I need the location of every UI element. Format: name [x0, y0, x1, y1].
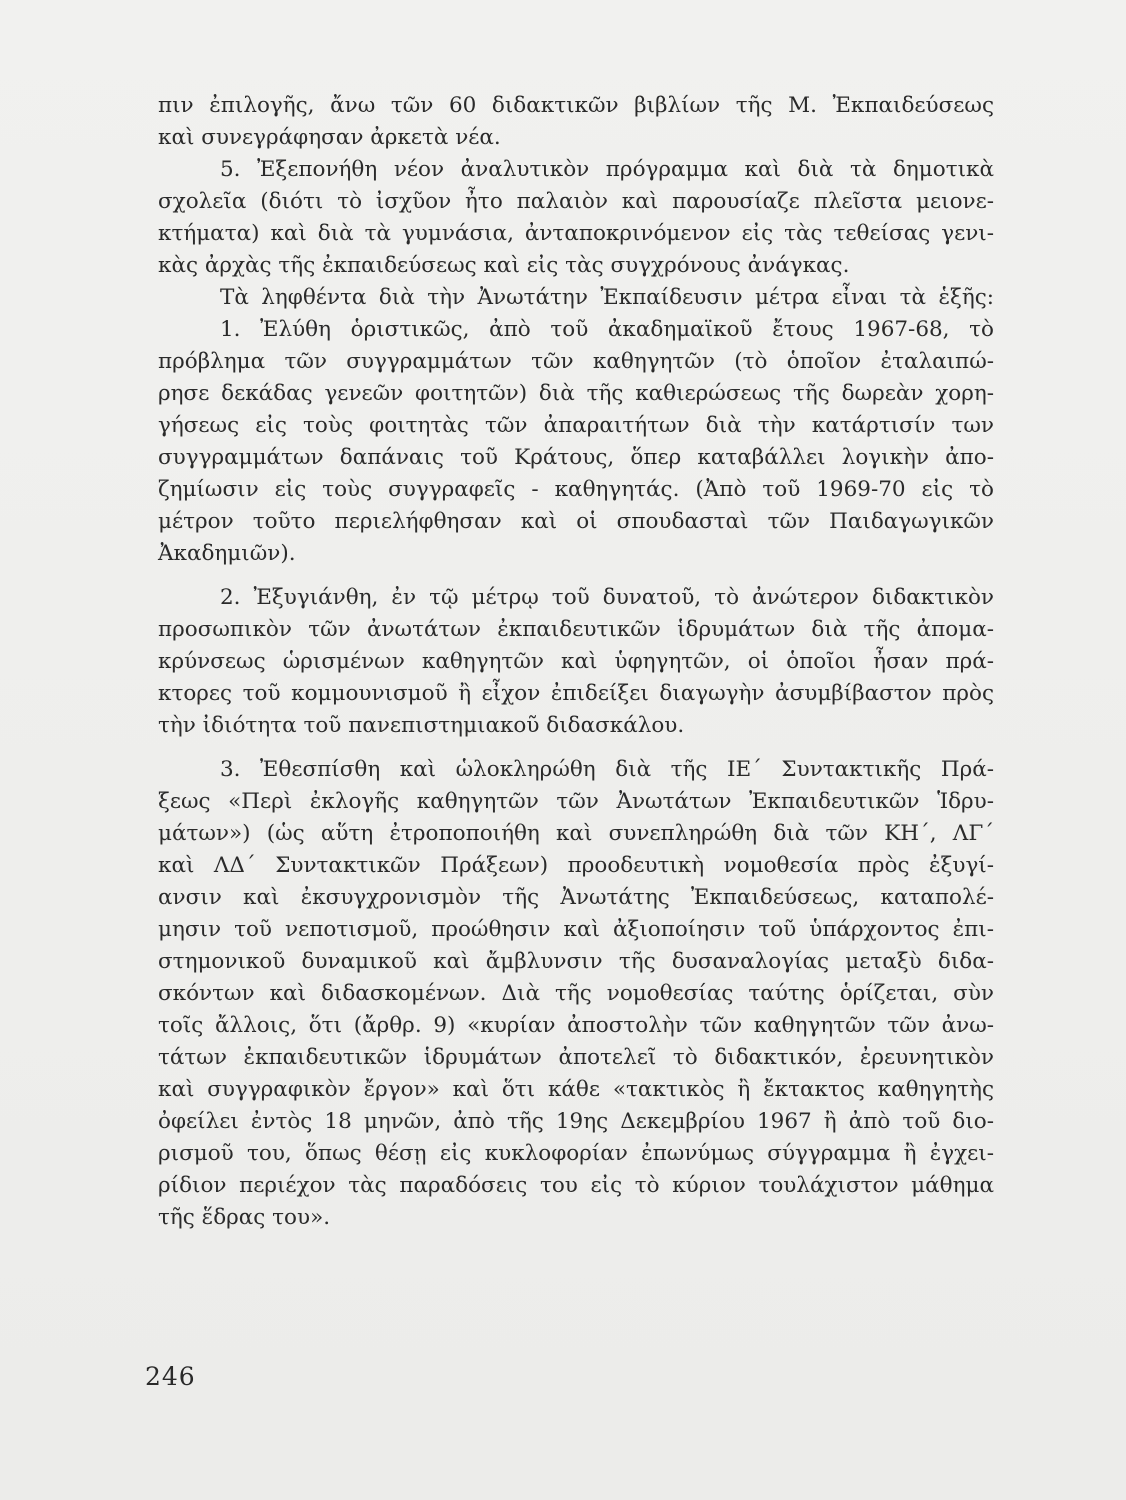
- text-line: κὰς ἀρχὰς τῆς ἐκπαιδεύσεως καὶ εἰς τὰς συγχρόνους ἀνάγκας.: [158, 253, 850, 278]
- text-line: γήσεως εἰς τοὺς φοιτητὰς τῶν ἀπαραιτήτων διὰ τὴν κατάρτισίν των: [158, 413, 994, 438]
- text-line: τάτων ἐκπαιδευτικῶν ἱδρυμάτων ἀποτελεῖ τὸ διδακτικόν, ἐρευνητικὸν: [158, 1045, 994, 1070]
- text-line: Τὰ ληφθέντα διὰ τὴν Ἀνωτάτην Ἐκπαίδευσιν μέτρα εἶναι τὰ ἑξῆς:: [220, 285, 994, 310]
- text-line: μέτρον τοῦτο περιελήφθησαν καὶ οἱ σπουδασταὶ τῶν Παιδαγωγικῶν: [158, 509, 994, 534]
- page-number: 246: [145, 1362, 196, 1391]
- text-line: σχολεῖα (διότι τὸ ἰσχῦον ἦτο παλαιὸν καὶ παρουσίαζε πλεῖστα μειονε-: [158, 189, 994, 214]
- text-line: τῆς ἕδρας του».: [158, 1205, 331, 1230]
- text-line: ρισμοῦ του, ὅπως θέσῃ εἰς κυκλοφορίαν ἐπωνύμως σύγγραμμα ἢ ἐγχει-: [158, 1141, 994, 1166]
- paragraph-continuation: [158, 90, 994, 154]
- text-line: κτορες τοῦ κομμουνισμοῦ ἢ εἶχον ἐπιδείξει διαγωγὴν ἀσυμβίβαστον πρὸς: [158, 681, 994, 706]
- text-line: 3. Ἐθεσπίσθη καὶ ὡλοκληρώθη διὰ τῆς ΙΕ΄ Συντακτικῆς Πρά-: [220, 757, 994, 782]
- text-line: 2. Ἐξυγιάνθη, ἐν τῷ μέτρῳ τοῦ δυνατοῦ, τὸ ἀνώτερον διδακτικὸν: [220, 585, 994, 610]
- paragraph-item-2: [158, 582, 994, 742]
- text-line: 1. Ἐλύθη ὁριστικῶς, ἀπὸ τοῦ ἀκαδημαϊκοῦ ἔτους 1967-68, τὸ: [220, 317, 994, 342]
- text-line: καὶ συγγραφικὸν ἔργον» καὶ ὅτι κάθε «τακτικὸς ἢ ἔκτακτος καθηγητὴς: [158, 1077, 994, 1102]
- text-line: 5. Ἐξεπονήθη νέον ἀναλυτικὸν πρόγραμμα καὶ διὰ τὰ δημοτικὰ: [220, 157, 994, 182]
- paragraph-higher-education-intro: [158, 282, 994, 314]
- text-line: ρησε δεκάδας γενεῶν φοιτητῶν) διὰ τῆς καθιερώσεως τῆς δωρεὰν χορη-: [158, 381, 994, 406]
- text-line: ρίδιον περιέχον τὰς παραδόσεις του εἰς τὸ κύριον τουλάχιστον μάθημα: [158, 1173, 994, 1198]
- text-line: τὴν ἰδιότητα τοῦ πανεπιστημιακοῦ διδασκάλου.: [158, 713, 685, 738]
- paragraph-item-1: [158, 314, 994, 570]
- body-text: [158, 90, 994, 1234]
- paragraph-gap: [158, 742, 994, 754]
- paragraph-item-5: [158, 154, 994, 282]
- text-line: πρόβλημα τῶν συγγραμμάτων τῶν καθηγητῶν (τὸ ὁποῖον ἐταλαιπώ-: [158, 349, 994, 374]
- text-line: μάτων») (ὡς αὕτη ἐτροποποιήθη καὶ συνεπληρώθη διὰ τῶν ΚΗ΄, ΛΓ΄: [158, 821, 994, 846]
- paragraph-gap: [158, 570, 994, 582]
- text-line: κτήματα) καὶ διὰ τὰ γυμνάσια, ἀνταποκρινόμενον εἰς τὰς τεθείσας γενι-: [158, 221, 994, 246]
- text-line: καὶ συνεγράφησαν ἀρκετὰ νέα.: [158, 125, 501, 150]
- text-line: ζημίωσιν εἰς τοὺς συγγραφεῖς - καθηγητάς. (Ἀπὸ τοῦ 1969-70 εἰς τὸ: [158, 477, 994, 502]
- text-line: Ἀκαδημιῶν).: [158, 541, 296, 566]
- text-line: μησιν τοῦ νεποτισμοῦ, προώθησιν καὶ ἀξιοποίησιν τοῦ ὑπάρχοντος ἐπι-: [158, 917, 994, 942]
- text-line: ὀφείλει ἐντὸς 18 μηνῶν, ἀπὸ τῆς 19ης Δεκεμβρίου 1967 ἢ ἀπὸ τοῦ διο-: [158, 1109, 994, 1134]
- text-line: στημονικοῦ δυναμικοῦ καὶ ἄμβλυνσιν τῆς δυσαναλογίας μεταξὺ διδα-: [158, 949, 994, 974]
- text-line: καὶ ΛΔ΄ Συντακτικῶν Πράξεων) προοδευτικὴ νομοθεσία πρὸς ἐξυγί-: [158, 853, 994, 878]
- text-line: τοῖς ἄλλοις, ὅτι (ἄρθρ. 9) «κυρίαν ἀποστολὴν τῶν καθηγητῶν τῶν ἀνω-: [158, 1013, 994, 1038]
- text-line: προσωπικὸν τῶν ἀνωτάτων ἐκπαιδευτικῶν ἱδρυμάτων διὰ τῆς ἀπομα-: [158, 617, 994, 642]
- text-line: ανσιν καὶ ἐκσυγχρονισμὸν τῆς Ἀνωτάτης Ἐκπαιδεύσεως, καταπολέ-: [158, 885, 994, 910]
- paragraph-item-3: [158, 754, 994, 1234]
- text-line: πιν ἐπιλογῆς, ἄνω τῶν 60 διδακτικῶν βιβλίων τῆς Μ. Ἐκπαιδεύσεως: [158, 93, 994, 118]
- text-line: σκόντων καὶ διδασκομένων. Διὰ τῆς νομοθεσίας ταύτης ὁρίζεται, σὺν: [158, 981, 994, 1006]
- text-line: ξεως «Περὶ ἐκλογῆς καθηγητῶν τῶν Ἀνωτάτων Ἐκπαιδευτικῶν Ἱδρυ-: [158, 789, 994, 814]
- text-line: συγγραμμάτων δαπάναις τοῦ Κράτους, ὅπερ καταβάλλει λογικὴν ἀπο-: [158, 445, 994, 470]
- text-line: κρύνσεως ὡρισμένων καθηγητῶν καὶ ὑφηγητῶν, οἱ ὁποῖοι ἦσαν πρά-: [158, 649, 994, 674]
